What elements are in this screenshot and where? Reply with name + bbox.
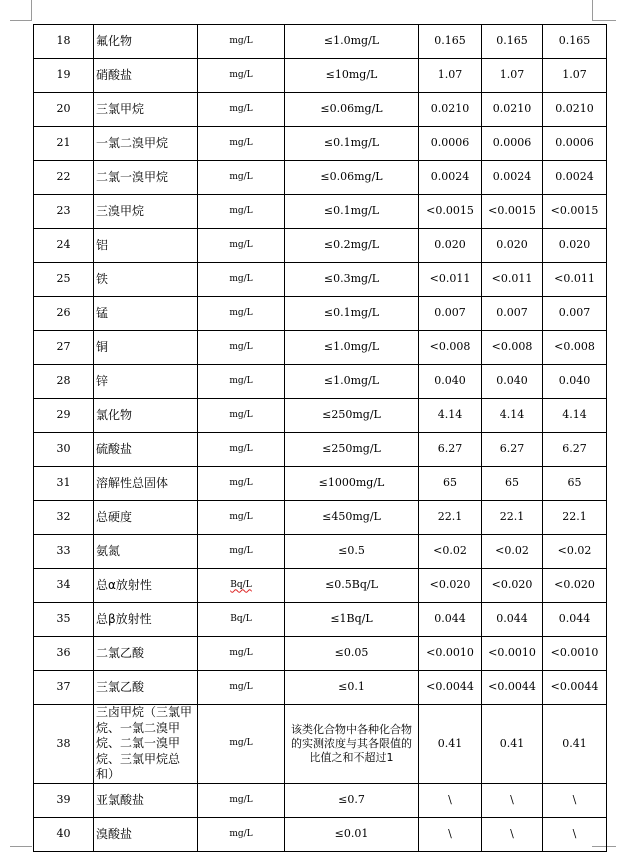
result-1: <0.0015 xyxy=(419,195,482,229)
parameter-name: 溶解性总固体 xyxy=(94,467,198,501)
result-2: 6.27 xyxy=(482,433,543,467)
result-2: 0.0210 xyxy=(482,93,543,127)
unit-cell: mg/L xyxy=(198,25,285,59)
row-number: 34 xyxy=(34,569,94,603)
unit-cell: mg/L xyxy=(198,127,285,161)
parameter-name: 总β放射性 xyxy=(94,603,198,637)
parameter-name: 硝酸盐 xyxy=(94,59,198,93)
table-row xyxy=(34,195,607,229)
limit-cell: ≤0.7 xyxy=(285,783,419,817)
limit-cell: ≤0.05 xyxy=(285,637,419,671)
result-1: \ xyxy=(419,783,482,817)
unit-cell: mg/L xyxy=(198,783,285,817)
parameter-name: 总硬度 xyxy=(94,501,198,535)
table-row xyxy=(34,671,607,705)
limit-cell: ≤10mg/L xyxy=(285,59,419,93)
result-3: 0.007 xyxy=(543,297,607,331)
result-1: <0.011 xyxy=(419,263,482,297)
table-row xyxy=(34,637,607,671)
result-2: \ xyxy=(482,817,543,851)
result-3: 1.07 xyxy=(543,59,607,93)
result-2: 0.41 xyxy=(482,705,543,784)
row-number: 22 xyxy=(34,161,94,195)
result-1: <0.02 xyxy=(419,535,482,569)
result-2: 0.040 xyxy=(482,365,543,399)
result-1: <0.008 xyxy=(419,331,482,365)
crop-mark-top-right-v xyxy=(592,0,593,20)
row-number: 32 xyxy=(34,501,94,535)
row-number: 28 xyxy=(34,365,94,399)
row-number: 27 xyxy=(34,331,94,365)
unit-cell: mg/L xyxy=(198,501,285,535)
limit-cell: ≤0.5Bq/L xyxy=(285,569,419,603)
parameter-name: 三氯甲烷 xyxy=(94,93,198,127)
result-1: 0.040 xyxy=(419,365,482,399)
parameter-name: 总α放射性 xyxy=(94,569,198,603)
parameter-name: 锌 xyxy=(94,365,198,399)
result-2: 0.165 xyxy=(482,25,543,59)
result-3: 0.165 xyxy=(543,25,607,59)
limit-cell: ≤450mg/L xyxy=(285,501,419,535)
result-3: 0.020 xyxy=(543,229,607,263)
parameter-name: 氟化物 xyxy=(94,25,198,59)
unit-cell: mg/L xyxy=(198,433,285,467)
result-3: 0.040 xyxy=(543,365,607,399)
table-row xyxy=(34,127,607,161)
table-body xyxy=(34,25,607,852)
unit-cell: mg/L xyxy=(198,331,285,365)
limit-cell: ≤0.3mg/L xyxy=(285,263,419,297)
table-row xyxy=(34,501,607,535)
unit-cell: mg/L xyxy=(198,637,285,671)
crop-mark-top-left-v xyxy=(31,0,32,20)
result-3: <0.0044 xyxy=(543,671,607,705)
water-quality-test-table xyxy=(33,24,607,852)
row-number: 21 xyxy=(34,127,94,161)
row-number: 33 xyxy=(34,535,94,569)
parameter-name: 铝 xyxy=(94,229,198,263)
result-1: 0.020 xyxy=(419,229,482,263)
limit-cell: ≤1.0mg/L xyxy=(285,365,419,399)
row-number: 23 xyxy=(34,195,94,229)
limit-cell: 该类化合物中各种化合物的实测浓度与其各限值的比值之和不超过1 xyxy=(285,705,419,784)
unit-cell: mg/L xyxy=(198,365,285,399)
result-2: 0.020 xyxy=(482,229,543,263)
table-row xyxy=(34,229,607,263)
crop-mark-bottom-left-h xyxy=(10,846,32,847)
limit-cell: ≤1000mg/L xyxy=(285,467,419,501)
limit-cell: ≤1.0mg/L xyxy=(285,25,419,59)
limit-cell: ≤0.1 xyxy=(285,671,419,705)
parameter-name: 二氯一溴甲烷 xyxy=(94,161,198,195)
table-row xyxy=(34,783,607,817)
result-2: <0.0015 xyxy=(482,195,543,229)
result-3: 6.27 xyxy=(543,433,607,467)
result-1: 0.0210 xyxy=(419,93,482,127)
result-1: 0.007 xyxy=(419,297,482,331)
result-2: <0.020 xyxy=(482,569,543,603)
result-1: <0.0044 xyxy=(419,671,482,705)
limit-cell: ≤0.1mg/L xyxy=(285,195,419,229)
limit-cell: ≤250mg/L xyxy=(285,433,419,467)
row-number: 29 xyxy=(34,399,94,433)
table-row xyxy=(34,25,607,59)
table-row xyxy=(34,705,607,784)
row-number: 24 xyxy=(34,229,94,263)
result-2: 0.0006 xyxy=(482,127,543,161)
result-3: 0.41 xyxy=(543,705,607,784)
result-3: \ xyxy=(543,817,607,851)
table-row xyxy=(34,331,607,365)
row-number: 40 xyxy=(34,817,94,851)
result-2: \ xyxy=(482,783,543,817)
row-number: 20 xyxy=(34,93,94,127)
result-2: <0.0010 xyxy=(482,637,543,671)
result-3: <0.008 xyxy=(543,331,607,365)
unit-cell: mg/L xyxy=(198,93,285,127)
limit-cell: ≤1.0mg/L xyxy=(285,331,419,365)
result-2: 4.14 xyxy=(482,399,543,433)
parameter-name: 一氯二溴甲烷 xyxy=(94,127,198,161)
unit-cell: mg/L xyxy=(198,467,285,501)
table-row xyxy=(34,569,607,603)
unit-cell: mg/L xyxy=(198,195,285,229)
table-row xyxy=(34,817,607,851)
table-row xyxy=(34,535,607,569)
result-3: 65 xyxy=(543,467,607,501)
result-2: 22.1 xyxy=(482,501,543,535)
parameter-name: 亚氯酸盐 xyxy=(94,783,198,817)
row-number: 31 xyxy=(34,467,94,501)
unit-cell: mg/L xyxy=(198,229,285,263)
result-1: <0.020 xyxy=(419,569,482,603)
result-1: \ xyxy=(419,817,482,851)
table-row xyxy=(34,263,607,297)
unit-cell: Bq/L xyxy=(198,603,285,637)
result-1: 65 xyxy=(419,467,482,501)
result-2: 1.07 xyxy=(482,59,543,93)
row-number: 37 xyxy=(34,671,94,705)
parameter-name: 硫酸盐 xyxy=(94,433,198,467)
limit-cell: ≤0.01 xyxy=(285,817,419,851)
result-1: <0.0010 xyxy=(419,637,482,671)
parameter-name: 氨氮 xyxy=(94,535,198,569)
parameter-name: 三溴甲烷 xyxy=(94,195,198,229)
crop-mark-top-right-h xyxy=(592,20,616,21)
result-2: 0.044 xyxy=(482,603,543,637)
table-row xyxy=(34,161,607,195)
result-2: <0.02 xyxy=(482,535,543,569)
table-row xyxy=(34,93,607,127)
unit-cell: mg/L xyxy=(198,535,285,569)
parameter-name: 溴酸盐 xyxy=(94,817,198,851)
limit-cell: ≤250mg/L xyxy=(285,399,419,433)
row-number: 30 xyxy=(34,433,94,467)
result-1: 0.0024 xyxy=(419,161,482,195)
limit-cell: ≤0.5 xyxy=(285,535,419,569)
limit-cell: ≤0.06mg/L xyxy=(285,93,419,127)
table-row xyxy=(34,59,607,93)
limit-cell: ≤0.2mg/L xyxy=(285,229,419,263)
result-3: 4.14 xyxy=(543,399,607,433)
result-1: 0.0006 xyxy=(419,127,482,161)
parameter-name: 三卤甲烷（三氯甲烷、一氯二溴甲烷、二氯一溴甲烷、三氯甲烷总和） xyxy=(94,705,198,784)
limit-cell: ≤0.1mg/L xyxy=(285,127,419,161)
unit-cell: mg/L xyxy=(198,399,285,433)
table-row xyxy=(34,433,607,467)
parameter-name: 锰 xyxy=(94,297,198,331)
result-3: 22.1 xyxy=(543,501,607,535)
result-3: <0.0015 xyxy=(543,195,607,229)
result-1: 22.1 xyxy=(419,501,482,535)
row-number: 39 xyxy=(34,783,94,817)
table-row xyxy=(34,297,607,331)
unit-cell: Bq/L xyxy=(198,569,285,603)
result-3: 0.044 xyxy=(543,603,607,637)
result-3: <0.02 xyxy=(543,535,607,569)
result-3: 0.0006 xyxy=(543,127,607,161)
limit-cell: ≤0.1mg/L xyxy=(285,297,419,331)
result-3: 0.0024 xyxy=(543,161,607,195)
result-3: 0.0210 xyxy=(543,93,607,127)
result-1: 0.41 xyxy=(419,705,482,784)
result-3: <0.0010 xyxy=(543,637,607,671)
parameter-name: 铜 xyxy=(94,331,198,365)
limit-cell: ≤1Bq/L xyxy=(285,603,419,637)
result-2: <0.011 xyxy=(482,263,543,297)
result-2: 0.007 xyxy=(482,297,543,331)
unit-cell: mg/L xyxy=(198,297,285,331)
unit-cell: mg/L xyxy=(198,671,285,705)
result-3: <0.020 xyxy=(543,569,607,603)
result-2: <0.008 xyxy=(482,331,543,365)
parameter-name: 三氯乙酸 xyxy=(94,671,198,705)
parameter-name: 二氯乙酸 xyxy=(94,637,198,671)
parameter-name: 铁 xyxy=(94,263,198,297)
row-number: 35 xyxy=(34,603,94,637)
unit-cell: mg/L xyxy=(198,817,285,851)
result-2: 65 xyxy=(482,467,543,501)
limit-cell: ≤0.06mg/L xyxy=(285,161,419,195)
table-row xyxy=(34,399,607,433)
row-number: 26 xyxy=(34,297,94,331)
result-1: 1.07 xyxy=(419,59,482,93)
row-number: 25 xyxy=(34,263,94,297)
result-2: 0.0024 xyxy=(482,161,543,195)
row-number: 19 xyxy=(34,59,94,93)
result-1: 0.044 xyxy=(419,603,482,637)
unit-cell: mg/L xyxy=(198,161,285,195)
unit-cell: mg/L xyxy=(198,263,285,297)
parameter-name: 氯化物 xyxy=(94,399,198,433)
crop-mark-top-left-h xyxy=(10,20,32,21)
row-number: 36 xyxy=(34,637,94,671)
result-1: 0.165 xyxy=(419,25,482,59)
row-number: 38 xyxy=(34,705,94,784)
table-row xyxy=(34,467,607,501)
result-1: 4.14 xyxy=(419,399,482,433)
result-3: \ xyxy=(543,783,607,817)
row-number: 18 xyxy=(34,25,94,59)
unit-cell: mg/L xyxy=(198,705,285,784)
unit-cell: mg/L xyxy=(198,59,285,93)
result-1: 6.27 xyxy=(419,433,482,467)
result-3: <0.011 xyxy=(543,263,607,297)
table-row xyxy=(34,603,607,637)
result-2: <0.0044 xyxy=(482,671,543,705)
table-row xyxy=(34,365,607,399)
